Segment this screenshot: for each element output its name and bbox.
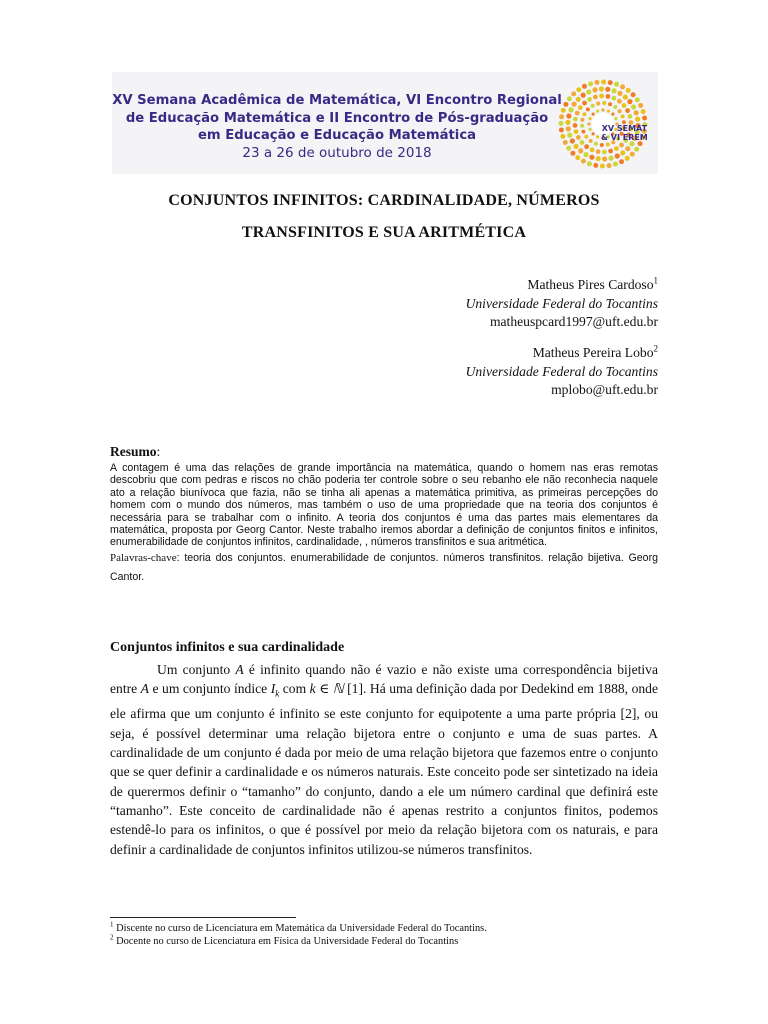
logo-dot <box>617 91 622 96</box>
footnotes <box>110 917 658 948</box>
logo-dot <box>591 104 595 108</box>
conference-title <box>112 92 562 162</box>
logo-dot <box>600 143 604 147</box>
logo-dot <box>601 108 604 111</box>
logo-dot <box>578 105 583 110</box>
logo-dot <box>589 128 592 131</box>
logo-dot <box>586 107 590 111</box>
author-2-footnote-mark: 2 <box>653 343 658 354</box>
logo-dot <box>593 95 598 100</box>
logo-dot <box>576 135 581 140</box>
logo-dot <box>573 117 578 122</box>
logo-dot <box>619 159 624 164</box>
logo-dot <box>568 107 573 112</box>
logo-dot <box>622 103 627 108</box>
keywords <box>110 549 658 587</box>
logo-dot <box>621 114 625 118</box>
logo-dot <box>583 152 588 157</box>
author-2-institution: Universidade Federal do Tocantins <box>465 363 658 379</box>
banner-line-1: XV Semana Acadêmica de Matemática, VI Encontro Regional <box>112 93 562 108</box>
logo-dot <box>634 147 639 152</box>
logo-dot <box>608 149 613 154</box>
abstract-heading: Resumo: <box>110 444 161 459</box>
abstract-text: A contagem é uma das relações de grande importância na matemática, quando o homem nas eras remotas descobriu que com pedras e riscos no chão poderia ter controle sobre o seu rebanho ele não reconhecia naquele ato a relação biunívoca que fazia, não se tinha ali apenas a matemática primitiva, as primeiras percepções do homem com o mundo dos números, mas também o uso de uma propriedade que na teoria dos conjuntos é necessária para se trabalhar com o infinito. A teoria dos conjuntos é uma das partes mais elementares da matemática, proposta por Georg Cantor. Neste trabalho iremos abordar a definição de conjuntos finitos e infinitos, enumerabilidade de conjuntos infinitos, cardinalidade, , números transfinitos e sua aritmética. <box>110 462 658 549</box>
logo-dot <box>584 144 589 149</box>
logo-dot <box>614 146 619 151</box>
logo-dot <box>587 122 590 125</box>
logo-dot <box>581 130 585 134</box>
logo-dot <box>592 113 595 116</box>
logo-dot <box>581 159 586 164</box>
paper-title-line-2: TRANSFINITOS E SUA ARITMÉTICA <box>241 224 527 241</box>
author-2-name: Matheus Pereira Lobo <box>532 345 654 360</box>
logo-dot <box>642 116 647 121</box>
logo-dot <box>608 80 613 85</box>
logo-dot <box>589 117 592 120</box>
logo-dot <box>596 110 599 113</box>
logo-dot <box>563 102 568 107</box>
logo-dot <box>614 82 619 87</box>
logo-dot <box>620 84 625 89</box>
logo-dot <box>578 148 583 153</box>
logo-dot <box>595 80 600 85</box>
logo-dot <box>586 89 591 94</box>
logo-dot <box>576 97 581 102</box>
logo-dot <box>567 133 572 138</box>
logo-dot <box>574 144 579 149</box>
author-2 <box>466 344 658 400</box>
logo-dot <box>566 146 571 151</box>
logo-dot <box>617 99 622 104</box>
logo-dot <box>582 84 587 89</box>
logo-dot <box>618 109 622 113</box>
logo-dot <box>619 143 624 148</box>
logo-dot <box>566 126 571 131</box>
logo-dot <box>599 94 604 99</box>
banner-line-2: de Educação Matemática e II Encontro de Pós-graduação <box>125 110 549 126</box>
keywords-label: Palavras-chave <box>110 551 177 564</box>
author-1-footnote-mark: 1 <box>653 275 658 286</box>
logo-dot <box>575 155 580 160</box>
section-cardinality <box>110 640 658 859</box>
logo-dot <box>589 139 593 143</box>
logo-dot <box>625 156 630 161</box>
logo-dot <box>567 96 572 101</box>
logo-dot <box>635 97 640 102</box>
logo-dot <box>594 142 598 146</box>
logo-dot <box>559 128 564 133</box>
logo-dot <box>580 124 584 128</box>
footnote-divider <box>110 917 296 918</box>
logo-dot <box>605 87 610 92</box>
logo-line-2: & VI EREM <box>601 133 648 142</box>
logo-dot <box>620 150 625 155</box>
logo-dot <box>627 99 632 104</box>
logo-dot <box>575 111 580 116</box>
logo-dot <box>589 155 594 160</box>
logo-dot <box>628 114 633 119</box>
logo-dot <box>613 105 617 109</box>
author-1-institution: Universidade Federal do Tocantins <box>465 295 658 311</box>
logo-label <box>601 124 648 142</box>
logo-dot <box>600 164 605 169</box>
logo-dot <box>612 96 617 101</box>
logo-dot <box>574 129 579 134</box>
logo-dot <box>626 88 631 93</box>
section-paragraph: Um conjunto A é infinito quando não é vazio e não existe uma correspondência bijetiva entre A e um conjunto índice $I_k$ com k ∈ ℕ [1]. Há uma definição dada por Dedekind em 1888, onde ele afirma que um conjunto é infinito se este conjunto for equipotente a uma parte própria [2], ou seja, é possível determinar uma relação bijetora entre o conjunto e uma de suas partes. A cardinalidade de um conjunto é dada por meio de uma relação bijetora que fazemos entre o conjunto que se quer definir a cardinalidade e os números naturais. Este conceito pode ser sintetizado na ideia de querermos definir o “tamanho” do conjunto, dando a ele um número cardinal que definirá este “tamanho”. Este conceito de cardinalidade não é apenas restrito a conjuntos finitos, podemos estendê-lo para os infinitos, o que é possível por meio da relação bijetora com os naturais, e para definir a cardinalidade de conjuntos infinitos utilizou-se números transfinitos. <box>110 662 659 857</box>
logo-dot <box>612 88 617 93</box>
logo-dot <box>559 114 564 119</box>
logo-dot <box>561 108 566 113</box>
logo-dot <box>570 138 575 143</box>
logo-dot <box>570 151 575 156</box>
logo-dot <box>611 113 614 116</box>
keywords-list: : teoria dos conjuntos. enumerabilidade de conjuntos. números transfinitos. relação bijetiva. Georg Cantor. <box>110 551 658 583</box>
author-1 <box>466 276 658 332</box>
author-2-email[interactable]: mplobo@uft.edu.br <box>551 382 658 397</box>
logo-dot <box>596 149 601 154</box>
logo-dot <box>606 94 611 99</box>
logo-dot <box>587 161 592 166</box>
logo-dot <box>599 86 604 91</box>
author-1-name: Matheus Pires Cardoso <box>527 277 654 292</box>
footnote-2: $^2$ Docente no curso de Licenciatura em Física da Universidade Federal do Tocantins <box>110 933 459 947</box>
logo-dot <box>614 117 617 120</box>
logo-dot <box>565 120 570 125</box>
logo-dot <box>613 162 618 167</box>
logo-dot <box>593 163 598 168</box>
logo-dot <box>592 87 597 92</box>
paper-title-line-1: CONJUNTOS INFINITOS: CARDINALIDADE, NÚMEROS <box>168 192 600 209</box>
conference-banner <box>112 72 658 174</box>
logo-line-1: XV SEMAT <box>601 124 648 133</box>
logo-dot <box>588 81 593 86</box>
logo-dot <box>635 117 640 122</box>
logo-dot <box>638 103 643 108</box>
logo-dot <box>607 110 610 113</box>
author-1-email[interactable]: matheuspcard1997@uft.edu.br <box>489 314 658 329</box>
logo-dot <box>634 110 639 115</box>
footnote-1: $^1$ Discente no curso de Licenciatura em Matemática da Universidade Federal do Tocantins. <box>110 920 487 934</box>
logo-dot <box>582 101 587 106</box>
logo-dot <box>631 104 636 109</box>
logo-dot <box>592 132 595 135</box>
logo-dot <box>596 135 599 138</box>
logo-dot <box>641 109 646 114</box>
logo-dot <box>566 113 571 118</box>
logo-dot <box>602 150 607 155</box>
logo-dot <box>580 118 584 122</box>
logo-dot <box>582 112 586 116</box>
logo-dot <box>607 163 612 168</box>
logo-dot <box>590 147 595 152</box>
logo-dot <box>587 97 592 102</box>
logo-dot <box>584 135 588 139</box>
abstract <box>110 444 658 587</box>
logo-dot <box>572 102 577 107</box>
logo-dot <box>625 108 630 113</box>
logo-dot <box>631 92 636 97</box>
logo-dot <box>571 91 576 96</box>
logo-dot <box>576 87 581 92</box>
logo-dot <box>581 93 586 98</box>
logo-dot <box>563 140 568 145</box>
logo-dot <box>601 80 606 85</box>
logo-dot <box>608 156 613 161</box>
logo-dot <box>602 101 606 105</box>
banner-line-3: em Educação e Educação Matemática <box>197 128 477 143</box>
logo-dot <box>630 152 635 157</box>
logo-dot <box>615 153 620 158</box>
logo-dot <box>560 134 565 139</box>
logo-dot <box>596 156 601 161</box>
logo-dot <box>623 95 628 100</box>
banner-dates: 23 a 26 de outubro de 2018 <box>242 144 432 161</box>
logo-dot <box>608 102 612 106</box>
logo-dot <box>573 123 578 128</box>
logo-dot <box>580 140 585 145</box>
logo-dot <box>602 156 607 161</box>
logo-dot <box>559 121 564 126</box>
logo-dot <box>606 143 610 147</box>
section-heading: Conjuntos infinitos e sua cardinalidade <box>110 640 345 655</box>
logo-dot <box>596 102 600 106</box>
logo-dot <box>625 146 630 151</box>
